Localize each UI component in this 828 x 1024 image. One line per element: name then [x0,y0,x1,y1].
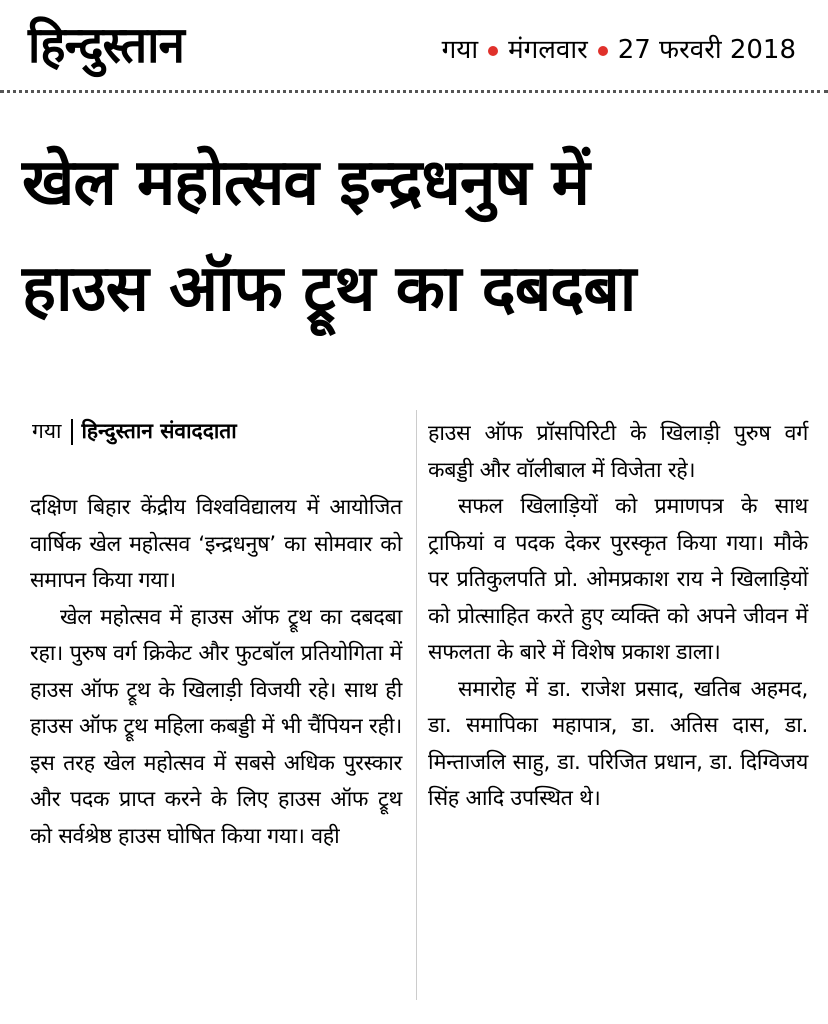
dateline-date: 27 फरवरी 2018 [617,35,796,65]
red-dot-icon [488,46,498,56]
article-paragraph: हाउस ऑफ प्रॉसपिरिटी के खिलाड़ी पुरुष वर्ग कबड्डी और वॉलीबाल में विजेता रहे। [428,421,808,483]
dotted-divider [0,90,828,93]
byline-separator [71,419,73,445]
red-dot-icon [598,46,608,56]
byline-city: गया [32,419,62,443]
dateline [442,30,796,70]
headline-line-1: खेल महोत्सव इन्द्रधनुष में [22,146,589,220]
byline-credit: हिन्दुस्तान संवाददाता [81,419,237,443]
dateline-city: गया [441,35,479,65]
headline-line-2: हाउस ऑफ ट्रूथ का दबदबा [22,252,636,326]
article-paragraph: दक्षिण बिहार केंद्रीय विश्वविद्यालय में आयोजित वार्षिक खेल महोत्सव ‘इन्द्रधनुष’ का सोमवार को समापन किया गया। [30,495,402,593]
article-paragraph: समारोह में डा. राजेश प्रसाद, खतिब अहमद, डा. समापिका महापात्र, डा. अतिस दास, डा. मिन्ताजलि साहु, डा. परिजित प्रधान, डा. दिग्विजय सिंह आदि उपस्थित थे। [428,676,808,811]
headline [22,130,812,342]
newspaper-logo: हिन्दुस्तान [28,16,184,74]
article-paragraph: सफल खिलाड़ियों को प्रमाणपत्र के साथ ट्राफियां व पदक देकर पुरस्कृत किया गया। मौके पर प्रतिकुलपति प्रो. ओमप्रकाश राय ने खिलाड़ियों को प्रोत्साहित करते हुए व्यक्ति को अपने जीवन में सफलता के बारे में विशेष प्रकाश डाला। [428,494,808,665]
masthead [28,12,808,82]
dateline-day: मंगलवार [508,35,588,65]
column-divider [416,410,417,1000]
article-column-right [428,416,808,818]
byline [32,414,412,448]
article-column-left [30,490,402,855]
article-paragraph: खेल महोत्सव में हाउस ऑफ ट्रूथ का दबदबा रहा। पुरुष वर्ग क्रिकेट और फुटबॉल प्रतियोगिता में हाउस ऑफ ट्रूथ के खिलाड़ी विजयी रहे। साथ ही हाउस ऑफ ट्रूथ महिला कबड्डी में भी चैंपियन रही। इस तरह खेल महोत्सव में सबसे अधिक पुरस्कार और पदक प्राप्त करने के लिए हाउस ऑफ ट्रूथ को सर्वश्रेष्ठ हाउस घोषित किया गया। वही [30,604,402,849]
